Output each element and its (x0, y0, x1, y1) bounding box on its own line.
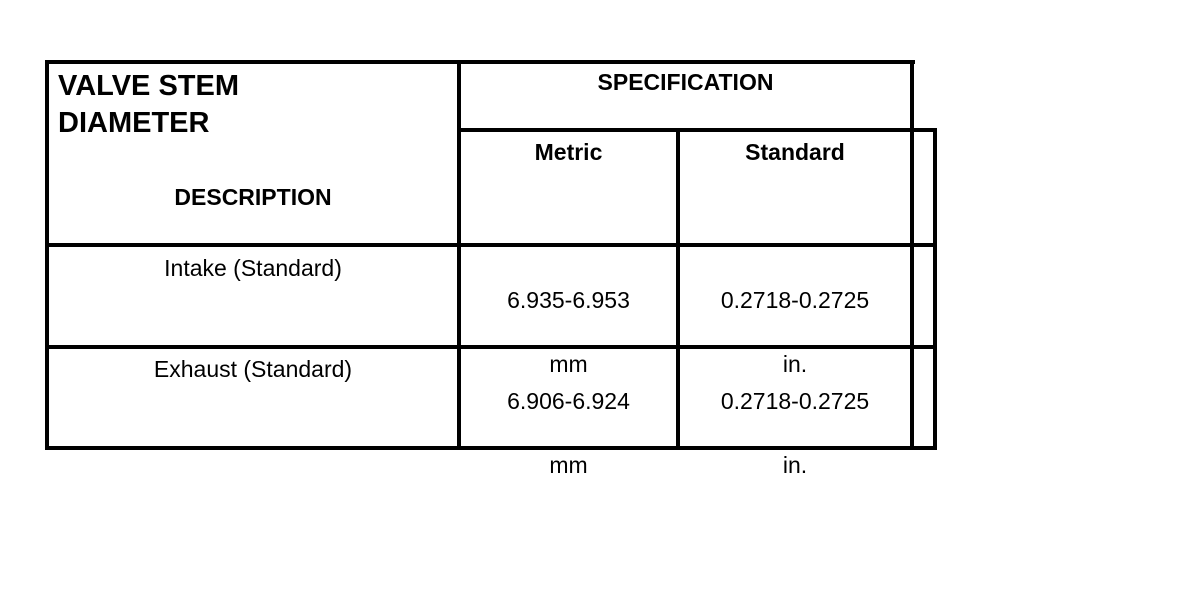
table-row-exhaust-standard (680, 353, 910, 513)
table-row-exhaust-metric (461, 353, 676, 513)
specification-header: SPECIFICATION (597, 69, 774, 95)
intake-metric-unit: mm (549, 351, 588, 377)
header-bottom-border (45, 243, 937, 247)
table-title (58, 68, 448, 142)
standard-header: Standard (745, 139, 845, 165)
exhaust-standard-unit: in. (782, 452, 808, 478)
table-title-line-2: DIAMETER (58, 107, 210, 139)
description-header: DESCRIPTION (174, 184, 332, 210)
metric-header: Metric (534, 139, 603, 165)
exhaust-metric-value: 6.906-6.924 (507, 388, 630, 414)
spec-right-border (910, 60, 914, 450)
exhaust-standard-value: 0.2718-0.2725 (720, 388, 870, 414)
spec-divider (458, 128, 937, 132)
exhaust-metric-unit: mm (549, 452, 588, 478)
table-row-intake-description: Intake (Standard) (164, 255, 342, 281)
intake-standard-unit: in. (782, 351, 808, 377)
intake-metric-value: 6.935-6.953 (507, 287, 630, 313)
table-row-exhaust-description: Exhaust (Standard) (153, 356, 353, 382)
table-border-top (45, 60, 915, 64)
table-border-right (933, 128, 937, 450)
intake-standard-value: 0.2718-0.2725 (720, 287, 870, 313)
table-title-line-1: VALVE STEM (58, 70, 239, 102)
